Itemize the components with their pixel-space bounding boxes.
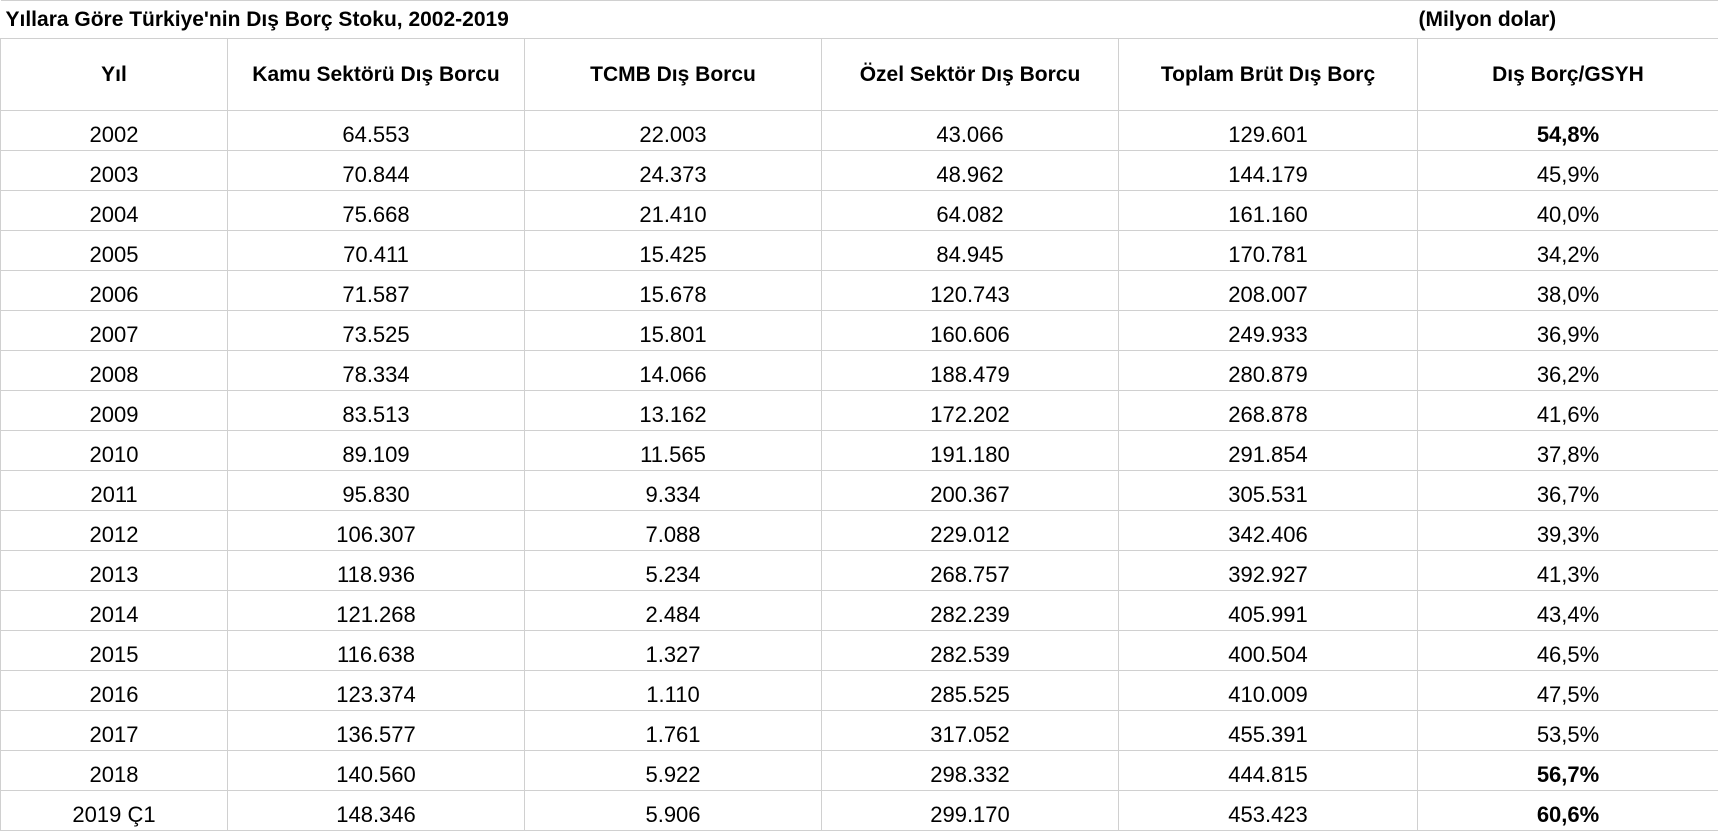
year-cell[interactable]: 2016: [1, 671, 228, 711]
table-row: [1, 671, 1718, 711]
debt-to-gdp-cell[interactable]: 60,6%: [1418, 791, 1718, 831]
private-sector-debt-cell[interactable]: 268.757: [822, 551, 1119, 591]
central-bank-debt-cell[interactable]: 13.162: [525, 391, 822, 431]
central-bank-debt-cell[interactable]: 1.110: [525, 671, 822, 711]
public-sector-debt-cell[interactable]: 116.638: [228, 631, 525, 671]
table-row: [1, 751, 1718, 791]
debt-to-gdp-cell[interactable]: 37,8%: [1418, 431, 1718, 471]
year-cell[interactable]: 2009: [1, 391, 228, 431]
public-sector-debt-cell[interactable]: 83.513: [228, 391, 525, 431]
year-cell[interactable]: 2004: [1, 191, 228, 231]
debt-to-gdp-cell[interactable]: 54,8%: [1418, 111, 1718, 151]
table-row: [1, 111, 1718, 151]
public-sector-debt-cell[interactable]: 136.577: [228, 711, 525, 751]
title-row: [1, 1, 1718, 39]
public-sector-debt-cell[interactable]: 75.668: [228, 191, 525, 231]
central-bank-debt-cell[interactable]: 15.678: [525, 271, 822, 311]
central-bank-debt-cell[interactable]: 15.425: [525, 231, 822, 271]
total-gross-debt-cell[interactable]: 342.406: [1119, 511, 1418, 551]
unit-label[interactable]: (Milyon dolar): [1119, 1, 1718, 39]
debt-to-gdp-cell[interactable]: 38,0%: [1418, 271, 1718, 311]
year-cell[interactable]: 2010: [1, 431, 228, 471]
table-row: [1, 471, 1718, 511]
debt-to-gdp-cell[interactable]: 47,5%: [1418, 671, 1718, 711]
central-bank-debt-cell[interactable]: 14.066: [525, 351, 822, 391]
year-cell[interactable]: 2011: [1, 471, 228, 511]
public-sector-debt-cell[interactable]: 118.936: [228, 551, 525, 591]
public-sector-debt-cell[interactable]: 70.411: [228, 231, 525, 271]
private-sector-debt-cell[interactable]: 188.479: [822, 351, 1119, 391]
table-title[interactable]: Yıllara Göre Türkiye'nin Dış Borç Stoku, 2002-2019: [1, 1, 1119, 39]
central-bank-debt-cell[interactable]: 15.801: [525, 311, 822, 351]
header-row: [1, 39, 1718, 111]
public-sector-debt-cell[interactable]: 64.553: [228, 111, 525, 151]
table-row: [1, 591, 1718, 631]
private-sector-debt-cell[interactable]: 64.082: [822, 191, 1119, 231]
central-bank-debt-cell[interactable]: 2.484: [525, 591, 822, 631]
table-row: [1, 551, 1718, 591]
private-sector-debt-cell[interactable]: 317.052: [822, 711, 1119, 751]
column-header-private-sector-debt[interactable]: Özel Sektör Dış Borcu: [822, 39, 1119, 111]
debt-to-gdp-cell[interactable]: 46,5%: [1418, 631, 1718, 671]
private-sector-debt-cell[interactable]: 298.332: [822, 751, 1119, 791]
debt-to-gdp-cell[interactable]: 36,7%: [1418, 471, 1718, 511]
debt-to-gdp-cell[interactable]: 41,3%: [1418, 551, 1718, 591]
column-header-debt-to-gdp[interactable]: Dış Borç/GSYH: [1418, 39, 1718, 111]
column-header-central-bank-debt[interactable]: TCMB Dış Borcu: [525, 39, 822, 111]
private-sector-debt-cell[interactable]: 285.525: [822, 671, 1119, 711]
central-bank-debt-cell[interactable]: 24.373: [525, 151, 822, 191]
table-row: [1, 151, 1718, 191]
year-cell[interactable]: 2006: [1, 271, 228, 311]
private-sector-debt-cell[interactable]: 84.945: [822, 231, 1119, 271]
private-sector-debt-cell[interactable]: 43.066: [822, 111, 1119, 151]
public-sector-debt-cell[interactable]: 140.560: [228, 751, 525, 791]
total-gross-debt-cell[interactable]: 280.879: [1119, 351, 1418, 391]
debt-to-gdp-cell[interactable]: 53,5%: [1418, 711, 1718, 751]
private-sector-debt-cell[interactable]: 160.606: [822, 311, 1119, 351]
year-cell[interactable]: 2003: [1, 151, 228, 191]
year-cell[interactable]: 2002: [1, 111, 228, 151]
total-gross-debt-cell[interactable]: 453.423: [1119, 791, 1418, 831]
public-sector-debt-cell[interactable]: 78.334: [228, 351, 525, 391]
private-sector-debt-cell[interactable]: 229.012: [822, 511, 1119, 551]
central-bank-debt-cell[interactable]: 7.088: [525, 511, 822, 551]
central-bank-debt-cell[interactable]: 11.565: [525, 431, 822, 471]
debt-to-gdp-cell[interactable]: 34,2%: [1418, 231, 1718, 271]
central-bank-debt-cell[interactable]: 1.761: [525, 711, 822, 751]
private-sector-debt-cell[interactable]: 172.202: [822, 391, 1119, 431]
table-row: [1, 391, 1718, 431]
year-cell[interactable]: 2018: [1, 751, 228, 791]
total-gross-debt-cell[interactable]: 410.009: [1119, 671, 1418, 711]
public-sector-debt-cell[interactable]: 106.307: [228, 511, 525, 551]
table-row: [1, 311, 1718, 351]
total-gross-debt-cell[interactable]: 291.854: [1119, 431, 1418, 471]
public-sector-debt-cell[interactable]: 73.525: [228, 311, 525, 351]
debt-to-gdp-cell[interactable]: 45,9%: [1418, 151, 1718, 191]
table-row: [1, 271, 1718, 311]
year-cell[interactable]: 2017: [1, 711, 228, 751]
year-cell[interactable]: 2014: [1, 591, 228, 631]
private-sector-debt-cell[interactable]: 200.367: [822, 471, 1119, 511]
central-bank-debt-cell[interactable]: 5.922: [525, 751, 822, 791]
public-sector-debt-cell[interactable]: 95.830: [228, 471, 525, 511]
total-gross-debt-cell[interactable]: 392.927: [1119, 551, 1418, 591]
table-row: [1, 351, 1718, 391]
total-gross-debt-cell[interactable]: 170.781: [1119, 231, 1418, 271]
column-header-public-sector-debt[interactable]: Kamu Sektörü Dış Borcu: [228, 39, 525, 111]
central-bank-debt-cell[interactable]: 5.234: [525, 551, 822, 591]
private-sector-debt-cell[interactable]: 120.743: [822, 271, 1119, 311]
central-bank-debt-cell[interactable]: 21.410: [525, 191, 822, 231]
total-gross-debt-cell[interactable]: 305.531: [1119, 471, 1418, 511]
public-sector-debt-cell[interactable]: 123.374: [228, 671, 525, 711]
total-gross-debt-cell[interactable]: 405.991: [1119, 591, 1418, 631]
year-cell[interactable]: 2007: [1, 311, 228, 351]
total-gross-debt-cell[interactable]: 400.504: [1119, 631, 1418, 671]
private-sector-debt-cell[interactable]: 282.539: [822, 631, 1119, 671]
table-row: [1, 511, 1718, 551]
total-gross-debt-cell[interactable]: 161.160: [1119, 191, 1418, 231]
total-gross-debt-cell[interactable]: 249.933: [1119, 311, 1418, 351]
table-row: [1, 231, 1718, 271]
debt-to-gdp-cell[interactable]: 43,4%: [1418, 591, 1718, 631]
column-header-total-gross-debt[interactable]: Toplam Brüt Dış Borç: [1119, 39, 1418, 111]
column-header-year[interactable]: Yıl: [1, 39, 228, 111]
private-sector-debt-cell[interactable]: 191.180: [822, 431, 1119, 471]
total-gross-debt-cell[interactable]: 129.601: [1119, 111, 1418, 151]
total-gross-debt-cell[interactable]: 268.878: [1119, 391, 1418, 431]
total-gross-debt-cell[interactable]: 455.391: [1119, 711, 1418, 751]
total-gross-debt-cell[interactable]: 444.815: [1119, 751, 1418, 791]
year-cell[interactable]: 2015: [1, 631, 228, 671]
private-sector-debt-cell[interactable]: 48.962: [822, 151, 1119, 191]
table-row: [1, 191, 1718, 231]
total-gross-debt-cell[interactable]: 208.007: [1119, 271, 1418, 311]
public-sector-debt-cell[interactable]: 148.346: [228, 791, 525, 831]
total-gross-debt-cell[interactable]: 144.179: [1119, 151, 1418, 191]
table-row: [1, 711, 1718, 751]
public-sector-debt-cell[interactable]: 89.109: [228, 431, 525, 471]
public-sector-debt-cell[interactable]: 71.587: [228, 271, 525, 311]
debt-to-gdp-cell[interactable]: 36,9%: [1418, 311, 1718, 351]
debt-to-gdp-cell[interactable]: 36,2%: [1418, 351, 1718, 391]
public-sector-debt-cell[interactable]: 70.844: [228, 151, 525, 191]
year-cell[interactable]: 2019 Ç1: [1, 791, 228, 831]
debt-to-gdp-cell[interactable]: 56,7%: [1418, 751, 1718, 791]
private-sector-debt-cell[interactable]: 282.239: [822, 591, 1119, 631]
table-row: [1, 791, 1718, 831]
year-cell[interactable]: 2012: [1, 511, 228, 551]
debt-to-gdp-cell[interactable]: 40,0%: [1418, 191, 1718, 231]
central-bank-debt-cell[interactable]: 5.906: [525, 791, 822, 831]
debt-to-gdp-cell[interactable]: 39,3%: [1418, 511, 1718, 551]
central-bank-debt-cell[interactable]: 22.003: [525, 111, 822, 151]
year-cell[interactable]: 2013: [1, 551, 228, 591]
public-sector-debt-cell[interactable]: 121.268: [228, 591, 525, 631]
central-bank-debt-cell[interactable]: 9.334: [525, 471, 822, 511]
debt-to-gdp-cell[interactable]: 41,6%: [1418, 391, 1718, 431]
private-sector-debt-cell[interactable]: 299.170: [822, 791, 1119, 831]
year-cell[interactable]: 2008: [1, 351, 228, 391]
table-row: [1, 431, 1718, 471]
year-cell[interactable]: 2005: [1, 231, 228, 271]
central-bank-debt-cell[interactable]: 1.327: [525, 631, 822, 671]
table-row: [1, 631, 1718, 671]
